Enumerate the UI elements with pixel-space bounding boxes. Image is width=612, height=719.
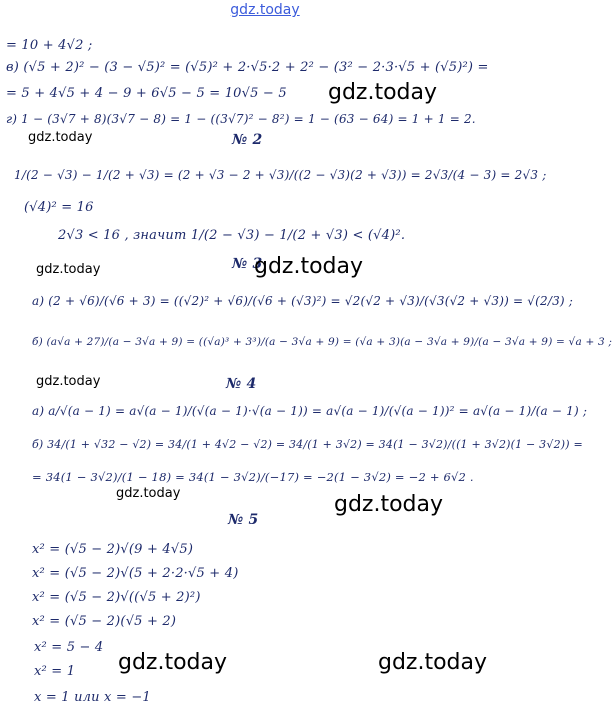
math-line-5: 1/(2 − √3) − 1/(2 + √3) = (2 + √3 − 2 + √3)/((2 − √3)(2 + √3)) = 2√3/(4 − 3) = 2√3 ; [14, 168, 547, 182]
math-line-12: = 34(1 − 3√2)/(1 − 18) = 34(1 − 3√2)/(−17) = −2(1 − 3√2) = −2 + 6√2 . [32, 470, 474, 484]
math-line-16: x² = (√5 − 2)(√5 + 2) [32, 614, 177, 629]
math-line-1: = 10 + 4√2 ; [6, 38, 93, 53]
site-header-link[interactable]: gdz.today [230, 2, 300, 18]
watermark-1: gdz.today [328, 80, 438, 105]
watermark-3: gdz.today [36, 262, 101, 277]
task-number-3: № 3 [232, 256, 263, 272]
watermark-4: gdz.today [254, 254, 364, 279]
watermark-2: gdz.today [28, 130, 93, 145]
watermark-9: gdz.today [378, 650, 488, 675]
math-line-10: а) a/√(a − 1) = a√(a − 1)/(√(a − 1)·√(a − 1)) = a√(a − 1)/(√(a − 1))² = a√(a − 1)/(a − 1) ; [32, 404, 588, 418]
math-line-6: (√4)² = 16 [24, 200, 94, 215]
task-number-5: № 5 [228, 512, 259, 528]
watermark-6: gdz.today [116, 486, 181, 501]
task-number-2: № 2 [232, 132, 263, 148]
math-line-2: в) (√5 + 2)² − (3 − √5)² = (√5)² + 2·√5·2 + 2² − (3² − 2·3·√5 + (√5)²) = [6, 60, 489, 75]
math-line-15: x² = (√5 − 2)√((√5 + 2)²) [32, 590, 201, 605]
math-line-9: б) (a√a + 27)/(a − 3√a + 9) = ((√a)³ + 3³)/(a − 3√a + 9) = (√a + 3)(a − 3√a + 9)/(a − 3√a + 9) = √a + 3 ; [32, 336, 612, 348]
math-line-8: а) (2 + √6)/(√6 + 3) = ((√2)² + √6)/(√6 + (√3)²) = √2(√2 + √3)/(√3(√2 + √3)) = √(2/3) ; [32, 294, 574, 308]
math-line-13: x² = (√5 − 2)√(9 + 4√5) [32, 542, 194, 557]
watermark-7: gdz.today [334, 492, 444, 517]
math-line-19: x = 1 или x = −1 [34, 690, 151, 705]
math-line-7: 2√3 < 16 , значит 1/(2 − √3) − 1/(2 + √3) < (√4)². [58, 228, 406, 243]
math-line-4: г) 1 − (3√7 + 8)(3√7 − 8) = 1 − ((3√7)² − 8²) = 1 − (63 − 64) = 1 + 1 = 2. [6, 112, 476, 126]
math-line-14: x² = (√5 − 2)√(5 + 2·2·√5 + 4) [32, 566, 239, 581]
watermark-8: gdz.today [118, 650, 228, 675]
math-line-18: x² = 1 [34, 664, 76, 679]
task-number-4: № 4 [226, 376, 257, 392]
math-line-17: x² = 5 − 4 [34, 640, 104, 655]
watermark-5: gdz.today [36, 374, 101, 389]
math-line-3: = 5 + 4√5 + 4 − 9 + 6√5 − 5 = 10√5 − 5 [6, 86, 287, 101]
math-line-11: б) 34/(1 + √32 − √2) = 34/(1 + 4√2 − √2) = 34/(1 + 3√2) = 34(1 − 3√2)/((1 + 3√2)(1 − 3√2)) = [32, 438, 583, 451]
